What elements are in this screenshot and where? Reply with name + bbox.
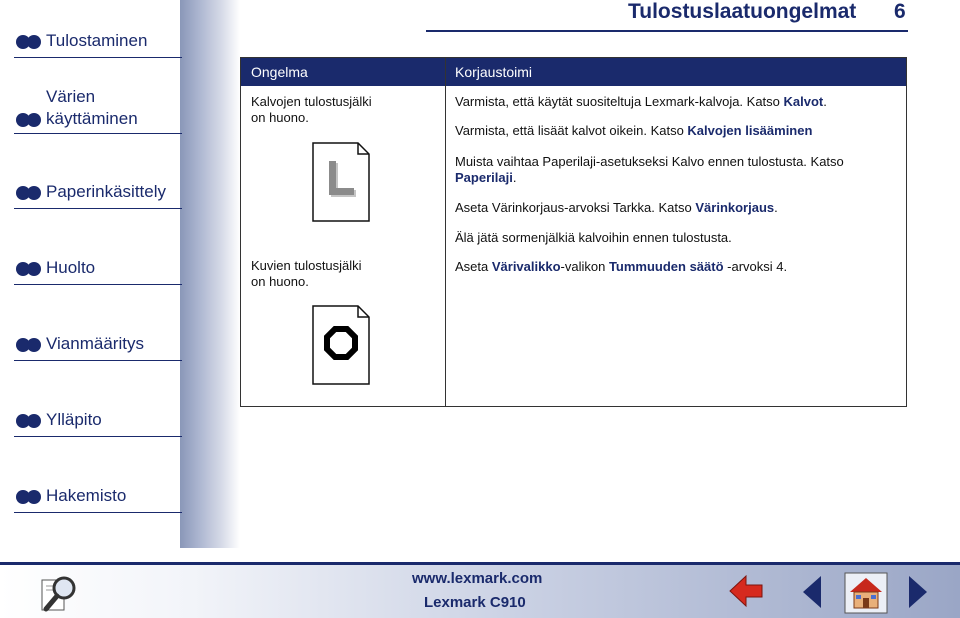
- previous-page-icon[interactable]: [800, 574, 824, 610]
- nav-divider: [14, 133, 182, 134]
- label-line: käyttäminen: [46, 109, 138, 128]
- next-page-icon[interactable]: [906, 574, 930, 610]
- table-header-bar: [241, 58, 906, 86]
- column-header-solution: Korjaustoimi: [455, 64, 533, 80]
- sidebar-item-tulostaminen[interactable]: [14, 30, 182, 52]
- solution-6: [455, 259, 895, 275]
- link-paperilaji[interactable]: Paperilaji: [455, 170, 513, 185]
- problem-line: Kalvojen tulostusjälki: [251, 94, 372, 109]
- nav-bullet-icon: [14, 109, 44, 129]
- transparency-sample-icon: [312, 142, 370, 222]
- website-link[interactable]: www.lexmark.com: [412, 570, 543, 587]
- link-kalvot[interactable]: Kalvot: [783, 94, 824, 109]
- solution-text: Aseta Värinkorjaus-arvoksi Tarkka. Katso: [455, 200, 696, 215]
- sidebar-nav: [0, 0, 240, 548]
- page-number: 6: [894, 0, 906, 23]
- nav-divider: [14, 360, 182, 361]
- link-tummuuden-saato[interactable]: Tummuuden säätö: [608, 259, 724, 274]
- nav-bullet-icon: [14, 258, 44, 278]
- troubleshooting-table: [240, 57, 907, 407]
- column-divider: [445, 58, 446, 406]
- nav-divider: [14, 436, 182, 437]
- solution-2: [455, 123, 895, 139]
- footer-rule: [0, 562, 960, 565]
- problem-line: on huono.: [251, 110, 309, 125]
- sidebar-item-paperinkasittely[interactable]: [14, 181, 182, 203]
- problem-line: Kuvien tulostusjälki: [251, 258, 362, 273]
- sidebar-item-label: Huolto: [46, 258, 96, 277]
- solution-text: Varmista, että käytät suositeltuja Lexmark-kalvoja. Katso: [455, 94, 784, 109]
- sidebar-item-label: Tulostaminen: [46, 31, 148, 50]
- solution-text: Muista vaihtaa Paperilaji-asetukseksi Kalvo ennen tulostusta. Katso: [455, 154, 844, 169]
- solution-text: -arvoksi 4.: [723, 259, 788, 274]
- sidebar-item-hakemisto[interactable]: [14, 485, 182, 507]
- nav-bullet-icon: [14, 182, 44, 202]
- solution-1: [455, 94, 895, 110]
- problem-line: on huono.: [251, 274, 309, 289]
- sidebar-item-label: Ylläpito: [46, 410, 102, 429]
- sidebar-item-label: Vianmääritys: [46, 334, 144, 353]
- problem-cell: [251, 94, 372, 126]
- nav-bullet-icon: [14, 31, 44, 51]
- nav-divider: [14, 284, 182, 285]
- link-varinkorjaus[interactable]: Värinkorjaus: [695, 200, 775, 215]
- nav-divider: [14, 57, 182, 58]
- sidebar-shade: [180, 0, 240, 548]
- solution-text: Varmista, että lisäät kalvot oikein. Katso: [455, 123, 688, 138]
- solution-text: -valikon: [560, 259, 609, 274]
- solution-text: .: [774, 200, 778, 215]
- link-kalvojen-lisaaminen[interactable]: Kalvojen lisääminen: [687, 123, 813, 138]
- sidebar-item-varien-kayttaminen[interactable]: [14, 86, 182, 130]
- solution-3: [455, 154, 875, 186]
- model-name: Lexmark C910: [424, 594, 526, 611]
- search-icon[interactable]: [38, 572, 86, 614]
- back-arrow-icon[interactable]: [728, 573, 764, 609]
- link-varivalikko[interactable]: Värivalikko: [491, 259, 561, 274]
- nav-divider: [14, 208, 182, 209]
- label-line: Värien: [46, 87, 96, 106]
- column-header-problem: Ongelma: [251, 64, 308, 80]
- sidebar-item-label: [44, 86, 138, 130]
- sidebar-item-label: Paperinkäsittely: [46, 182, 167, 201]
- header-rule: [426, 30, 908, 32]
- problem-cell: [251, 258, 362, 290]
- sidebar-item-yllapito[interactable]: [14, 409, 182, 431]
- solution-text: .: [512, 170, 517, 185]
- nav-bullet-icon: [14, 410, 44, 430]
- solution-text: Älä jätä sormenjälkiä kalvoihin ennen tulostusta.: [455, 230, 732, 245]
- sidebar-item-huolto[interactable]: [14, 257, 182, 279]
- home-icon[interactable]: [844, 572, 888, 614]
- nav-divider: [14, 512, 182, 513]
- solution-4: [455, 200, 895, 216]
- nav-bullet-icon: [14, 334, 44, 354]
- solution-text: Aseta: [455, 259, 492, 274]
- sidebar-item-vianmaaritys[interactable]: [14, 333, 182, 355]
- solution-text: .: [823, 94, 827, 109]
- nav-bullet-icon: [14, 486, 44, 506]
- sidebar-item-label: Hakemisto: [46, 486, 127, 505]
- solution-5: [455, 230, 895, 246]
- page-title: Tulostuslaatuongelmat: [628, 0, 857, 23]
- image-sample-icon: [312, 305, 370, 385]
